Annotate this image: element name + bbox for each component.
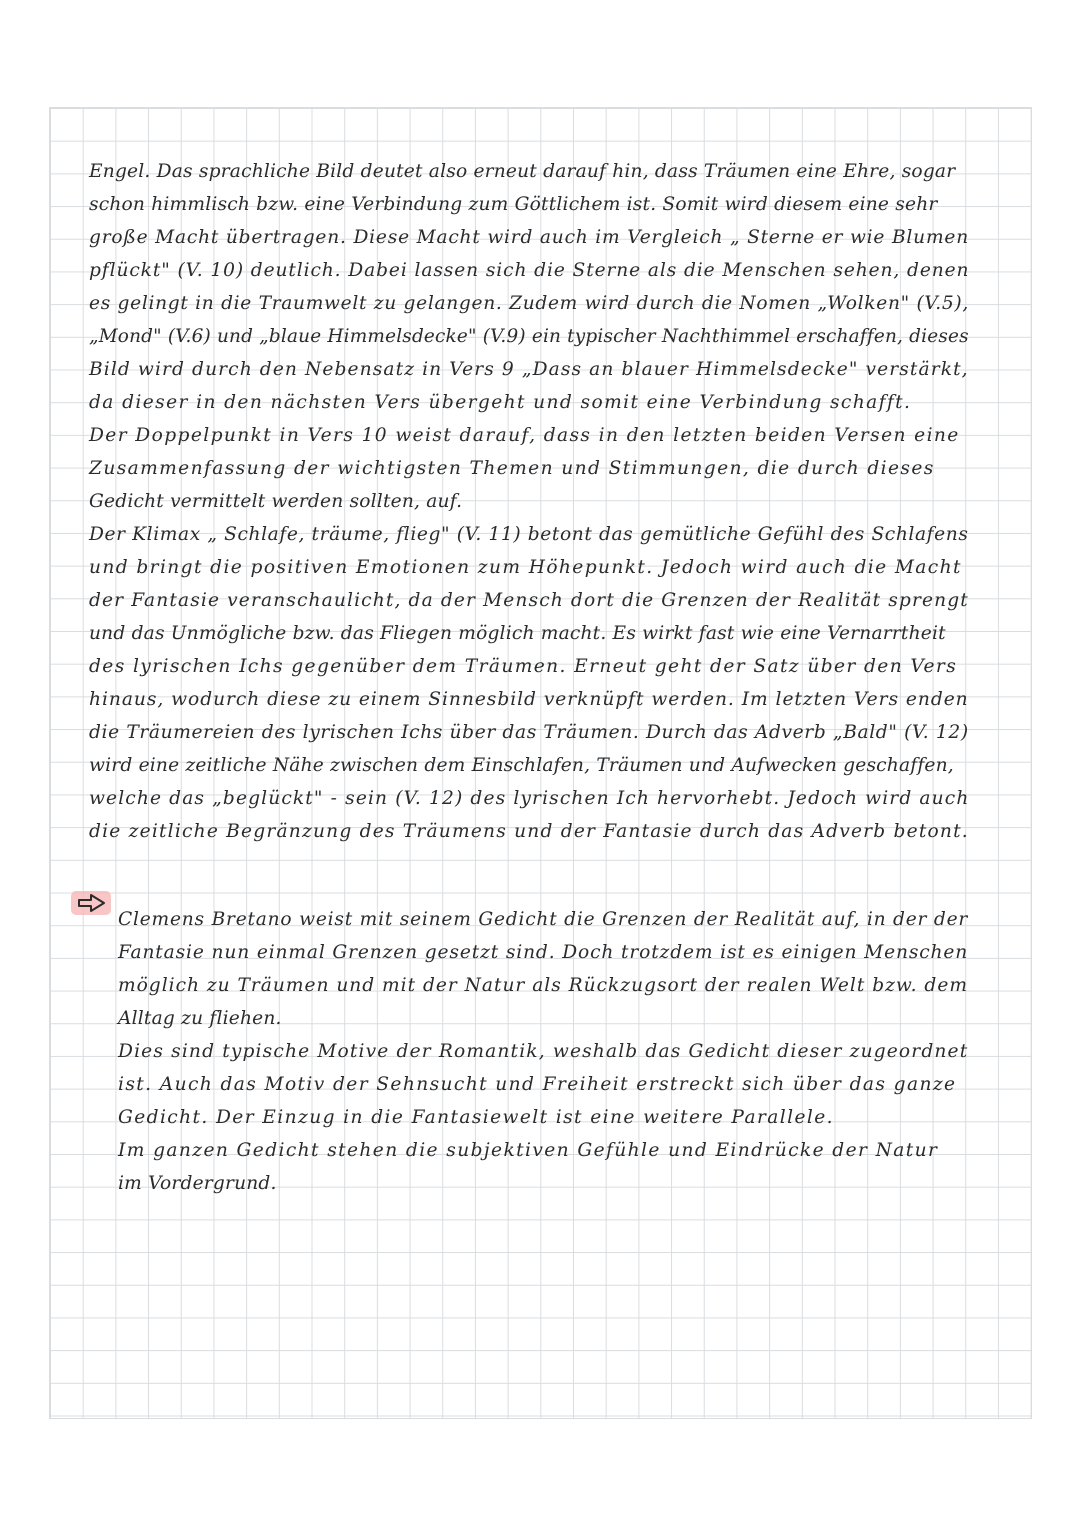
text-line: welche das „beglückt" - sein (V. 12) des lyrischen Ich hervorhebt. Jedoch wird auch <box>89 788 970 809</box>
right-arrow-icon <box>77 893 107 913</box>
text-line: „Mond" (V.6) und „blaue Himmelsdecke" (V.9) ein typischer Nachthimmel erschaffen, dieses <box>89 326 969 347</box>
text-line: wird eine zeitliche Nähe zwischen dem Einschlafen, Träumen und Aufwecken geschaffen, <box>89 755 954 776</box>
text-line: Alltag zu fliehen. <box>118 1008 282 1029</box>
text-line: der Fantasie veranschaulicht, da der Mensch dort die Grenzen der Realität sprengt <box>89 590 969 611</box>
text-line: Gedicht vermittelt werden sollten, auf. <box>89 491 463 512</box>
text-line: pflückt" (V. 10) deutlich. Dabei lassen sich die Sterne als die Menschen sehen, denen <box>89 260 970 281</box>
text-line: und bringt die positiven Emotionen zum Höhepunkt. Jedoch wird auch die Macht <box>89 557 962 578</box>
text-line: Clemens Bretano weist mit seinem Gedicht die Grenzen der Realität auf, in der der <box>118 909 969 930</box>
text-line: Im ganzen Gedicht stehen die subjektiven Gefühle und Eindrücke der Natur <box>118 1140 939 1161</box>
text-line: im Vordergrund. <box>118 1173 277 1194</box>
text-line: es gelingt in die Traumwelt zu gelangen. Zudem wird durch die Nomen „Wolken" (V.5), <box>89 293 969 314</box>
text-line: schon himmlisch bzw. eine Verbindung zum Göttlichem ist. Somit wird diesem eine sehr <box>89 194 938 215</box>
text-line: da dieser in den nächsten Vers übergeht und somit eine Verbindung schafft. <box>89 392 912 413</box>
text-line: ist. Auch das Motiv der Sehnsucht und Freiheit erstreckt sich über das ganze <box>118 1074 957 1095</box>
text-line: Fantasie nun einmal Grenzen gesetzt sind. Doch trotzdem ist es einigen Menschen <box>118 942 969 963</box>
conclusion-marker <box>71 889 113 917</box>
text-line: und das Unmögliche bzw. das Fliegen möglich macht. Es wirkt fast wie eine Vernarrtheit <box>89 623 946 644</box>
text-line: Der Klimax „ Schlafe, träume, flieg" (V. 11) betont das gemütliche Gefühl des Schlafens <box>89 524 969 545</box>
text-line: Der Doppelpunkt in Vers 10 weist darauf, dass in den letzten beiden Versen eine <box>89 425 960 446</box>
text-line: möglich zu Träumen und mit der Natur als Rückzugsort der realen Welt bzw. dem <box>118 975 968 996</box>
text-line: hinaus, wodurch diese zu einem Sinnesbild verknüpft werden. Im letzten Vers enden <box>89 689 969 710</box>
text-line: große Macht übertragen. Diese Macht wird auch im Vergleich „ Sterne er wie Blumen <box>89 227 969 248</box>
text-line: Gedicht. Der Einzug in die Fantasiewelt ist eine weitere Parallele. <box>118 1107 834 1128</box>
text-line: Bild wird durch den Nebensatz in Vers 9 „Dass an blauer Himmelsdecke" verstärkt, <box>89 359 969 380</box>
text-line: die zeitliche Begränzung des Träumens und der Fantasie durch das Adverb betont. <box>89 821 969 842</box>
text-line: Engel. Das sprachliche Bild deutet also erneut darauf hin, dass Träumen eine Ehre, sogar <box>89 161 956 182</box>
text-line: Dies sind typische Motive der Romantik, weshalb das Gedicht dieser zugeordnet <box>118 1041 969 1062</box>
text-line: des lyrischen Ichs gegenüber dem Träumen. Erneut geht der Satz über den Vers <box>89 656 958 677</box>
text-line: die Träumereien des lyrischen Ichs über das Träumen. Durch das Adverb „Bald" (V. 12) <box>89 722 969 743</box>
grid-paper-sheet <box>49 107 1032 1419</box>
text-line: Zusammenfassung der wichtigsten Themen und Stimmungen, die durch dieses <box>89 458 935 479</box>
